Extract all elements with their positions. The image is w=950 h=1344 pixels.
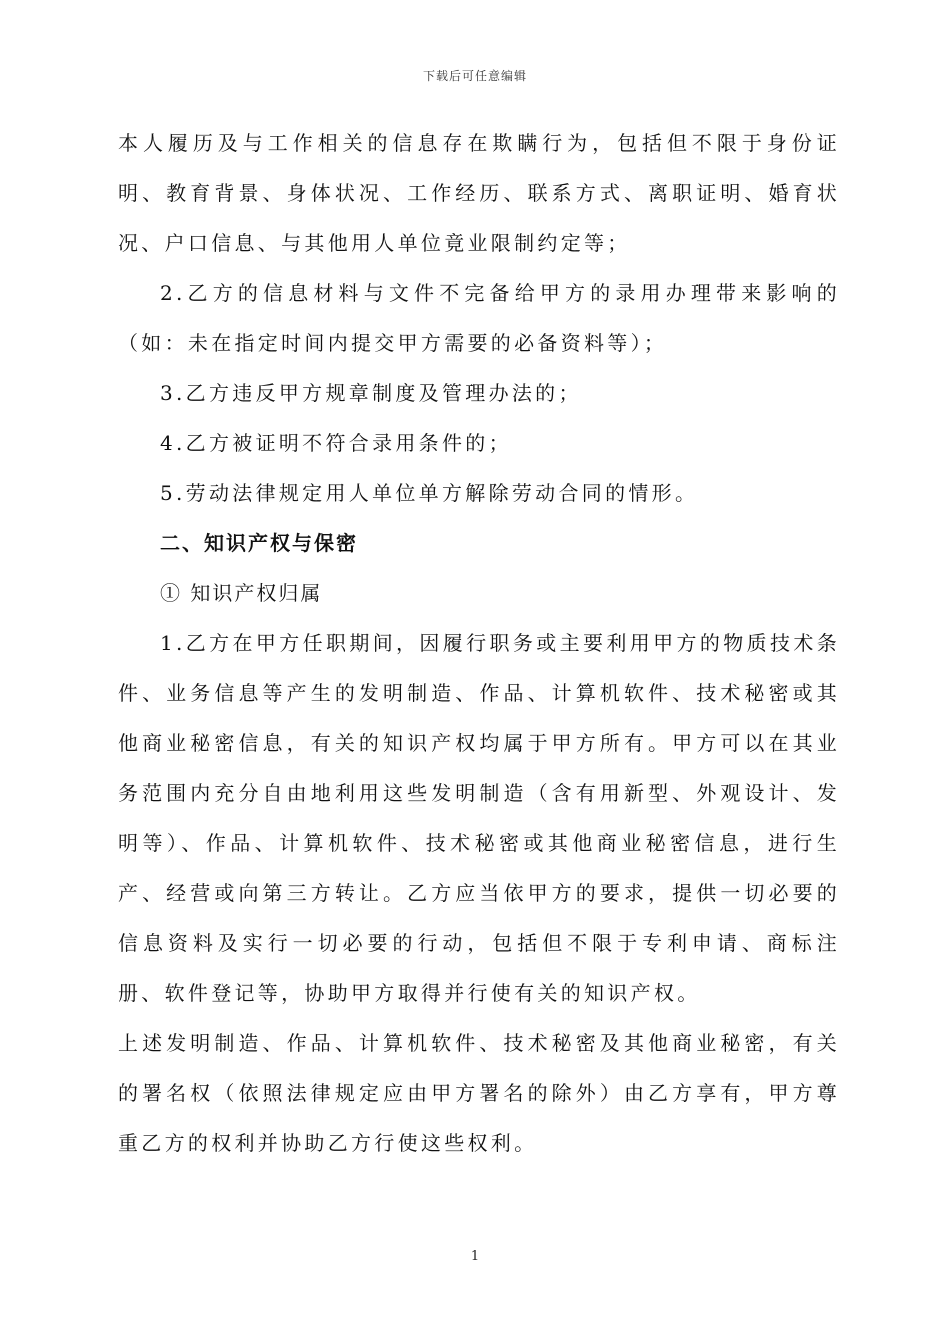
section-heading: 二、知识产权与保密: [160, 531, 358, 555]
list-item-3: 3.乙方违反甲方规章制度及管理办法的；: [160, 381, 582, 405]
page-header: 下载后可任意编辑: [422, 69, 527, 83]
paragraph-continuation: 本人履历及与工作相关的信息存在欺瞒行为，包括但不限于身份证明、教育背景、身体状况、工作经历、联系方式、离职证明、婚育状况、户口信息、与其他用人单位竟业限制约定等；: [118, 131, 840, 255]
subsection-heading: ① 知识产权归属: [160, 581, 323, 605]
list-item-5: 5.劳动法律规定用人单位单方解除劳动合同的情形。: [160, 481, 699, 505]
page-number: 1: [470, 1249, 480, 1264]
document-body: [118, 118, 840, 1168]
paragraph-ip-ownership: 1.乙方在甲方任职期间，因履行职务或主要利用甲方的物质技术条件、业务信息等产生的发明制造、作品、计算机软件、技术秘密或其他商业秘密信息，有关的知识产权均属于甲方所有。甲方可以在其业务范围内充分自由地利用这些发明制造（含有用新型、外观设计、发明等）、作品、计算机软件、技术秘密或其他商业秘密信息，进行生产、经营或向第三方转让。乙方应当依甲方的要求，提供一切必要的信息资料及实行一切必要的行动，包括但不限于专利申请、商标注册、软件登记等，协助甲方取得并行使有关的知识产权。: [118, 631, 840, 1005]
list-item-4: 4.乙方被证明不符合录用条件的；: [160, 431, 512, 455]
list-item-2: 2.乙方的信息材料与文件不完备给甲方的录用办理带来影响的（如：未在指定时间内提交甲方需要的必备资料等）；: [118, 281, 840, 355]
paragraph-authorship: 上述发明制造、作品、计算机软件、技术秘密及其他商业秘密，有关的署名权（依照法律规定应由甲方署名的除外）由乙方享有，甲方尊重乙方的权利并协助乙方行使这些权利。: [118, 1031, 840, 1155]
